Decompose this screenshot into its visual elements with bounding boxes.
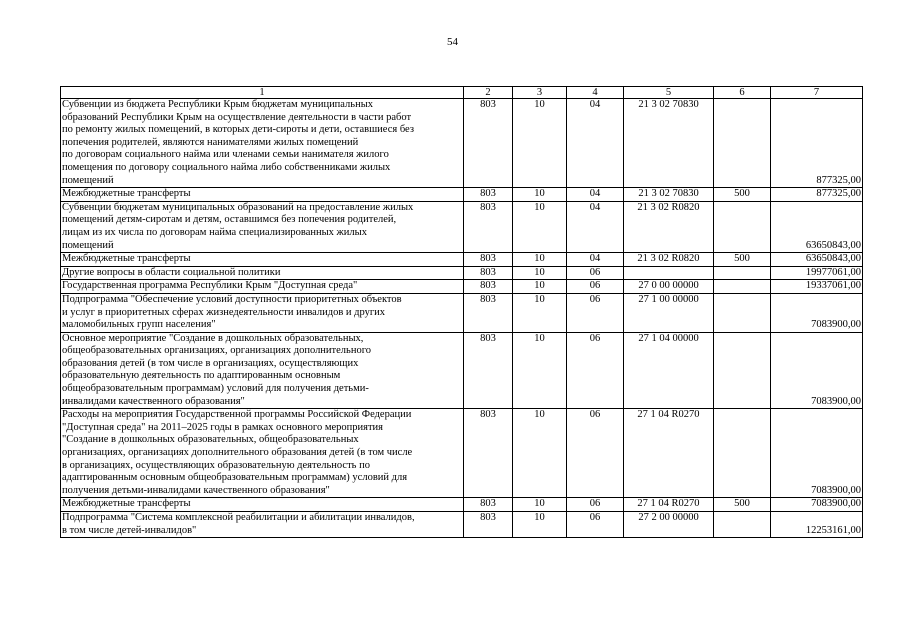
expense-type-cell bbox=[714, 99, 771, 188]
section-code-cell: 10 bbox=[513, 512, 567, 538]
table-row bbox=[61, 201, 863, 252]
amount-cell: 7083900,00 bbox=[771, 293, 863, 332]
amount-cell: 7083900,00 bbox=[771, 409, 863, 498]
amount-cell: 877325,00 bbox=[771, 188, 863, 202]
section-code-cell: 10 bbox=[513, 409, 567, 498]
item-name-cell: Межбюджетные трансферты bbox=[61, 498, 464, 512]
item-name-cell: Межбюджетные трансферты bbox=[61, 188, 464, 202]
section-code-cell: 10 bbox=[513, 266, 567, 280]
amount-cell: 63650843,00 bbox=[771, 253, 863, 267]
ministry-code-cell: 803 bbox=[464, 266, 513, 280]
target-article-cell: 27 1 04 R0270 bbox=[624, 498, 714, 512]
item-name-cell: Межбюджетные трансферты bbox=[61, 253, 464, 267]
section-code-cell: 10 bbox=[513, 293, 567, 332]
item-name-cell: Субвенции из бюджета Республики Крым бюджетам муниципальных образований Республики Крым на осуществление деятельности в части работ по ремонту жилых помещений, в которых дети-сироты и дети, оставшиеся без попечения родителей, являются нанимателями жилых помещений по договорам социального найма или членами семьи нанимателя жилого помещения по договору социального найма либо собственниками жилых помещений bbox=[61, 99, 464, 188]
amount-cell: 7083900,00 bbox=[771, 332, 863, 409]
subsection-code-cell: 06 bbox=[567, 409, 624, 498]
section-code-cell: 10 bbox=[513, 201, 567, 252]
section-code-cell: 10 bbox=[513, 280, 567, 294]
amount-cell: 19337061,00 bbox=[771, 280, 863, 294]
amount-cell: 877325,00 bbox=[771, 99, 863, 188]
header-cell-3: 3 bbox=[513, 87, 567, 99]
header-cell-4: 4 bbox=[567, 87, 624, 99]
section-code-cell: 10 bbox=[513, 498, 567, 512]
section-code-cell: 10 bbox=[513, 188, 567, 202]
expense-type-cell bbox=[714, 266, 771, 280]
subsection-code-cell: 04 bbox=[567, 188, 624, 202]
ministry-code-cell: 803 bbox=[464, 512, 513, 538]
section-code-cell: 10 bbox=[513, 253, 567, 267]
expense-type-cell bbox=[714, 409, 771, 498]
table-row bbox=[61, 99, 863, 188]
table-row bbox=[61, 332, 863, 409]
target-article-cell: 27 2 00 00000 bbox=[624, 512, 714, 538]
header-cell-7: 7 bbox=[771, 87, 863, 99]
table-header-row bbox=[61, 87, 863, 99]
expense-type-cell bbox=[714, 512, 771, 538]
item-name-cell: Расходы на мероприятия Государственной программы Российской Федерации "Доступная среда" на 2011–2025 годы в рамках основного мероприятия "Создание в дошкольных образовательных, общеобразовательных организациях, организациях дополнительного образования детей (в том числе в организациях, осуществляющих образовательную деятельность по адаптированным основным общеобразовательным программам) условий для получения детьми-инвалидами качественного образования" bbox=[61, 409, 464, 498]
ministry-code-cell: 803 bbox=[464, 332, 513, 409]
item-name-cell: Государственная программа Республики Крым "Доступная среда" bbox=[61, 280, 464, 294]
target-article-cell bbox=[624, 266, 714, 280]
target-article-cell: 27 0 00 00000 bbox=[624, 280, 714, 294]
table-row bbox=[61, 409, 863, 498]
amount-cell: 7083900,00 bbox=[771, 498, 863, 512]
ministry-code-cell: 803 bbox=[464, 99, 513, 188]
target-article-cell: 21 3 02 R0820 bbox=[624, 253, 714, 267]
item-name-cell: Основное мероприятие "Создание в дошкольных образовательных, общеобразовательных организациях, организациях дополнительного образования детей (в том числе в организациях, осуществляющих образовательную деятельность по адаптированным основным общеобразовательным программам) условий для получения детьми- инвалидами качественного образования" bbox=[61, 332, 464, 409]
table-row bbox=[61, 498, 863, 512]
target-article-cell: 27 1 00 00000 bbox=[624, 293, 714, 332]
section-code-cell: 10 bbox=[513, 332, 567, 409]
target-article-cell: 21 3 02 70830 bbox=[624, 99, 714, 188]
table-row bbox=[61, 253, 863, 267]
item-name-cell: Подпрограмма "Система комплексной реабилитации и абилитации инвалидов, в том числе детей-инвалидов" bbox=[61, 512, 464, 538]
table-row bbox=[61, 188, 863, 202]
amount-cell: 19977061,00 bbox=[771, 266, 863, 280]
amount-cell: 63650843,00 bbox=[771, 201, 863, 252]
target-article-cell: 21 3 02 R0820 bbox=[624, 201, 714, 252]
ministry-code-cell: 803 bbox=[464, 280, 513, 294]
header-cell-2: 2 bbox=[464, 87, 513, 99]
table-row bbox=[61, 266, 863, 280]
table-row bbox=[61, 280, 863, 294]
item-name-cell: Другие вопросы в области социальной политики bbox=[61, 266, 464, 280]
ministry-code-cell: 803 bbox=[464, 253, 513, 267]
table-row bbox=[61, 512, 863, 538]
item-name-cell: Подпрограмма "Обеспечение условий доступности приоритетных объектов и услуг в приоритетных сферах жизнедеятельности инвалидов и других маломобильных групп населения" bbox=[61, 293, 464, 332]
ministry-code-cell: 803 bbox=[464, 201, 513, 252]
expense-type-cell: 500 bbox=[714, 498, 771, 512]
expense-type-cell bbox=[714, 293, 771, 332]
expense-type-cell bbox=[714, 332, 771, 409]
header-cell-6: 6 bbox=[714, 87, 771, 99]
subsection-code-cell: 04 bbox=[567, 99, 624, 188]
subsection-code-cell: 06 bbox=[567, 266, 624, 280]
budget-table bbox=[60, 86, 863, 538]
amount-cell: 12253161,00 bbox=[771, 512, 863, 538]
header-cell-1: 1 bbox=[61, 87, 464, 99]
target-article-cell: 27 1 04 00000 bbox=[624, 332, 714, 409]
subsection-code-cell: 04 bbox=[567, 201, 624, 252]
ministry-code-cell: 803 bbox=[464, 409, 513, 498]
target-article-cell: 21 3 02 70830 bbox=[624, 188, 714, 202]
expense-type-cell: 500 bbox=[714, 188, 771, 202]
ministry-code-cell: 803 bbox=[464, 188, 513, 202]
target-article-cell: 27 1 04 R0270 bbox=[624, 409, 714, 498]
subsection-code-cell: 06 bbox=[567, 332, 624, 409]
ministry-code-cell: 803 bbox=[464, 293, 513, 332]
expense-type-cell bbox=[714, 280, 771, 294]
subsection-code-cell: 04 bbox=[567, 253, 624, 267]
page-number: 54 bbox=[447, 36, 458, 48]
subsection-code-cell: 06 bbox=[567, 512, 624, 538]
expense-type-cell bbox=[714, 201, 771, 252]
table-row bbox=[61, 293, 863, 332]
subsection-code-cell: 06 bbox=[567, 280, 624, 294]
section-code-cell: 10 bbox=[513, 99, 567, 188]
expense-type-cell: 500 bbox=[714, 253, 771, 267]
item-name-cell: Субвенции бюджетам муниципальных образований на предоставление жилых помещений детям-сиротам и детям, оставшимся без попечения родителей, лицам из их числа по договорам найма специализированных жилых помещений bbox=[61, 201, 464, 252]
subsection-code-cell: 06 bbox=[567, 498, 624, 512]
subsection-code-cell: 06 bbox=[567, 293, 624, 332]
header-cell-5: 5 bbox=[624, 87, 714, 99]
ministry-code-cell: 803 bbox=[464, 498, 513, 512]
